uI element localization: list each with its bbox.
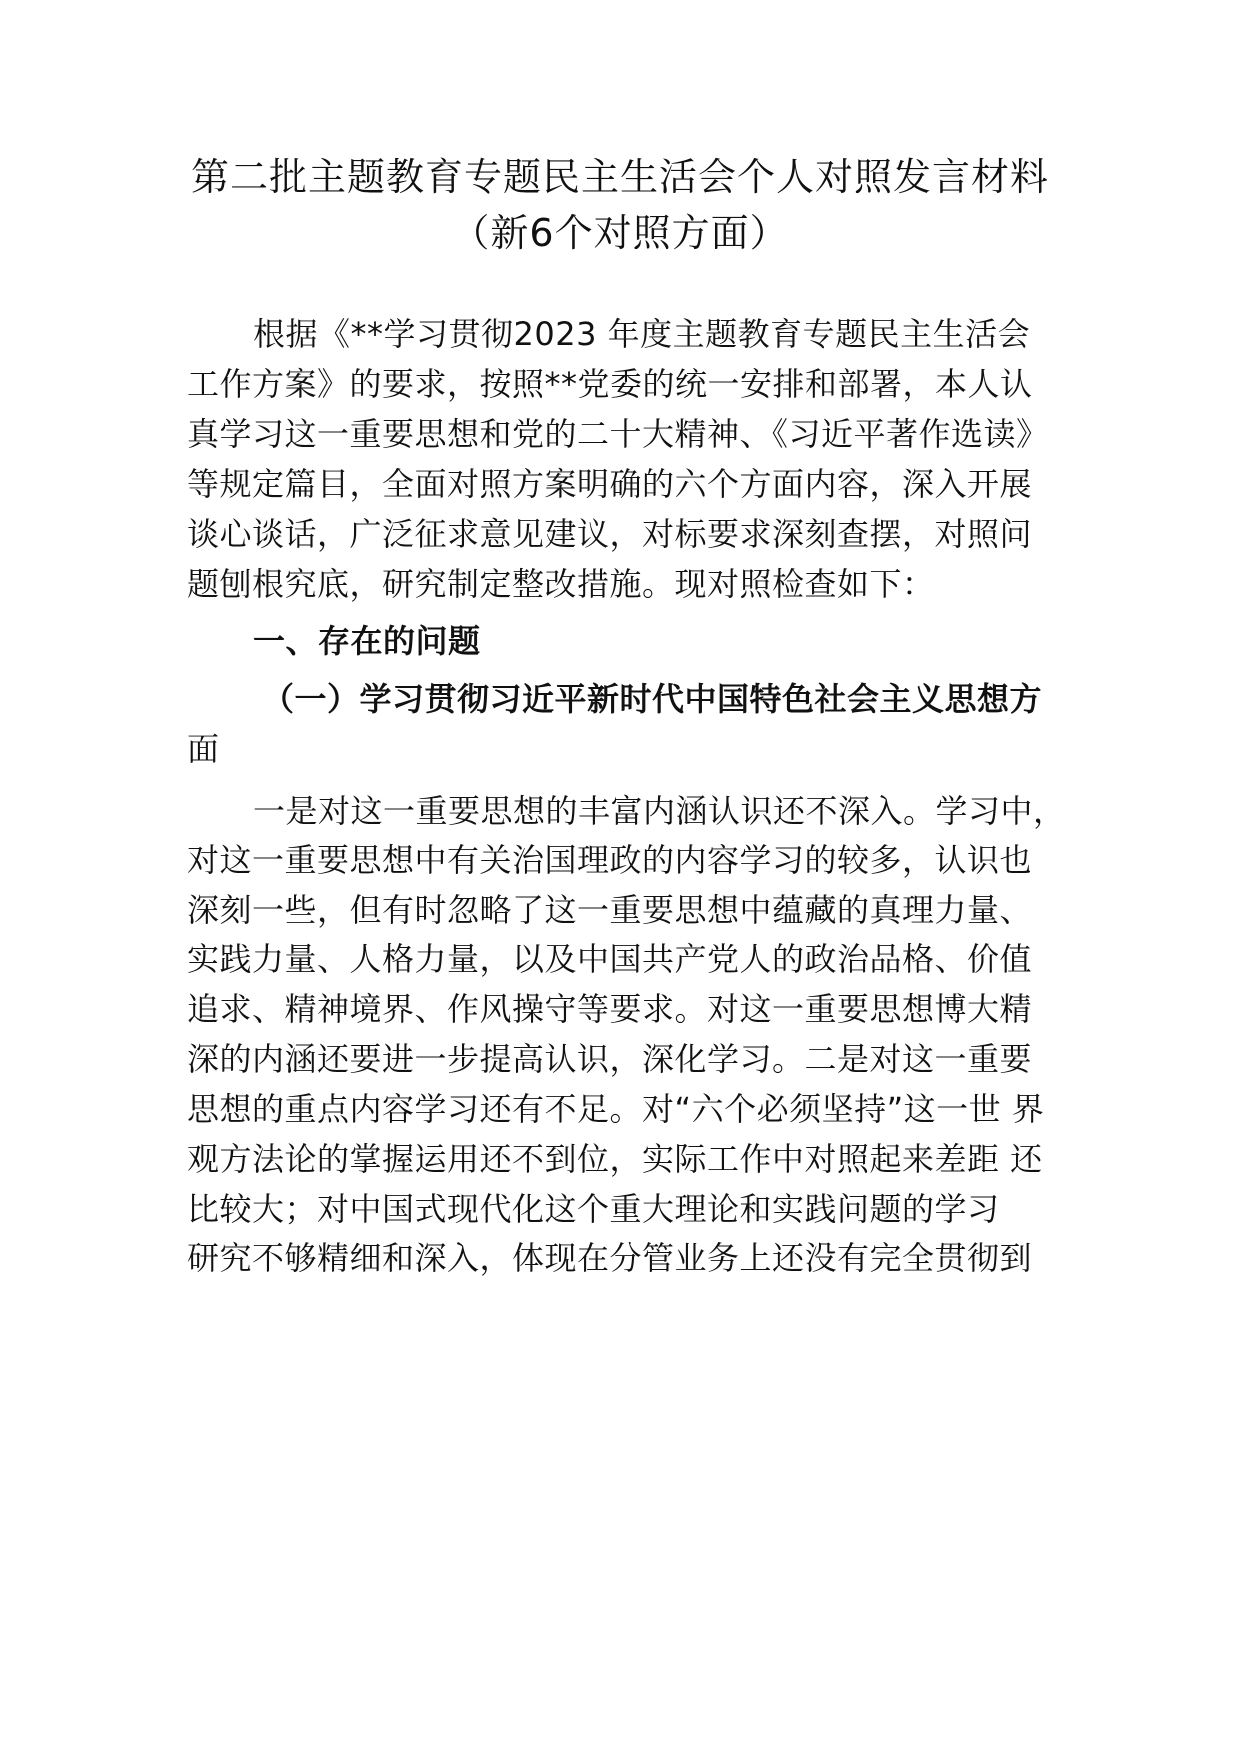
body-line: 比较大；对中国式现代化这个重大理论和实践问题的学习 xyxy=(187,1190,1000,1228)
document-subtitle: （新6个对照方面） xyxy=(451,211,789,255)
body-line: 思想的重点内容学习还有不足。对“六个必须坚持”这一世 界 xyxy=(187,1090,1045,1128)
body-line: 一是对这一重要思想的丰富内涵认识还不深入。学习中， xyxy=(253,792,1066,830)
intro-line: 工作方案》的要求，按照**党委的统一安排和部署，本人认 xyxy=(187,365,1033,403)
intro-line: 真学习这一重要思想和党的二十大精神、《习近平著作选读》 xyxy=(187,415,1049,453)
body-line: 对这一重要思想中有关治国理政的内容学习的较多，认识也 xyxy=(187,841,1033,879)
subsection-heading-continuation: 面 xyxy=(187,730,220,768)
document-title: 第二批主题教育专题民主生活会个人对照发言材料 xyxy=(190,155,1049,199)
intro-line: 题刨根究底，研究制定整改措施。现对照检查如下： xyxy=(187,565,935,603)
intro-line: 等规定篇目，全面对照方案明确的六个方面内容，深入开展 xyxy=(187,465,1033,503)
body-line: 深的内涵还要进一步提高认识，深化学习。二是对这一重要 xyxy=(187,1040,1033,1078)
body-line: 观方法论的掌握运用还不到位，实际工作中对照起来差距 还 xyxy=(187,1140,1043,1178)
section-heading: 一、存在的问题 xyxy=(253,622,481,660)
body-line: 研究不够精细和深入，体现在分管业务上还没有完全贯彻到 xyxy=(187,1239,1033,1277)
intro-line: 根据《**学习贯彻2023 年度主题教育专题民主生活会 xyxy=(253,315,1031,353)
body-line: 追求、精神境界、作风操守等要求。对这一重要思想博大精 xyxy=(187,990,1033,1028)
body-line: 实践力量、人格力量，以及中国共产党人的政治品格、价值 xyxy=(187,940,1033,978)
intro-line: 谈心谈话，广泛征求意见建议，对标要求深刻查摆，对照问 xyxy=(187,515,1033,553)
subsection-heading: （一）学习贯彻习近平新时代中国特色社会主义思想方 xyxy=(262,680,1043,718)
body-line: 深刻一些，但有时忽略了这一重要思想中蕴藏的真理力量、 xyxy=(187,891,1033,929)
